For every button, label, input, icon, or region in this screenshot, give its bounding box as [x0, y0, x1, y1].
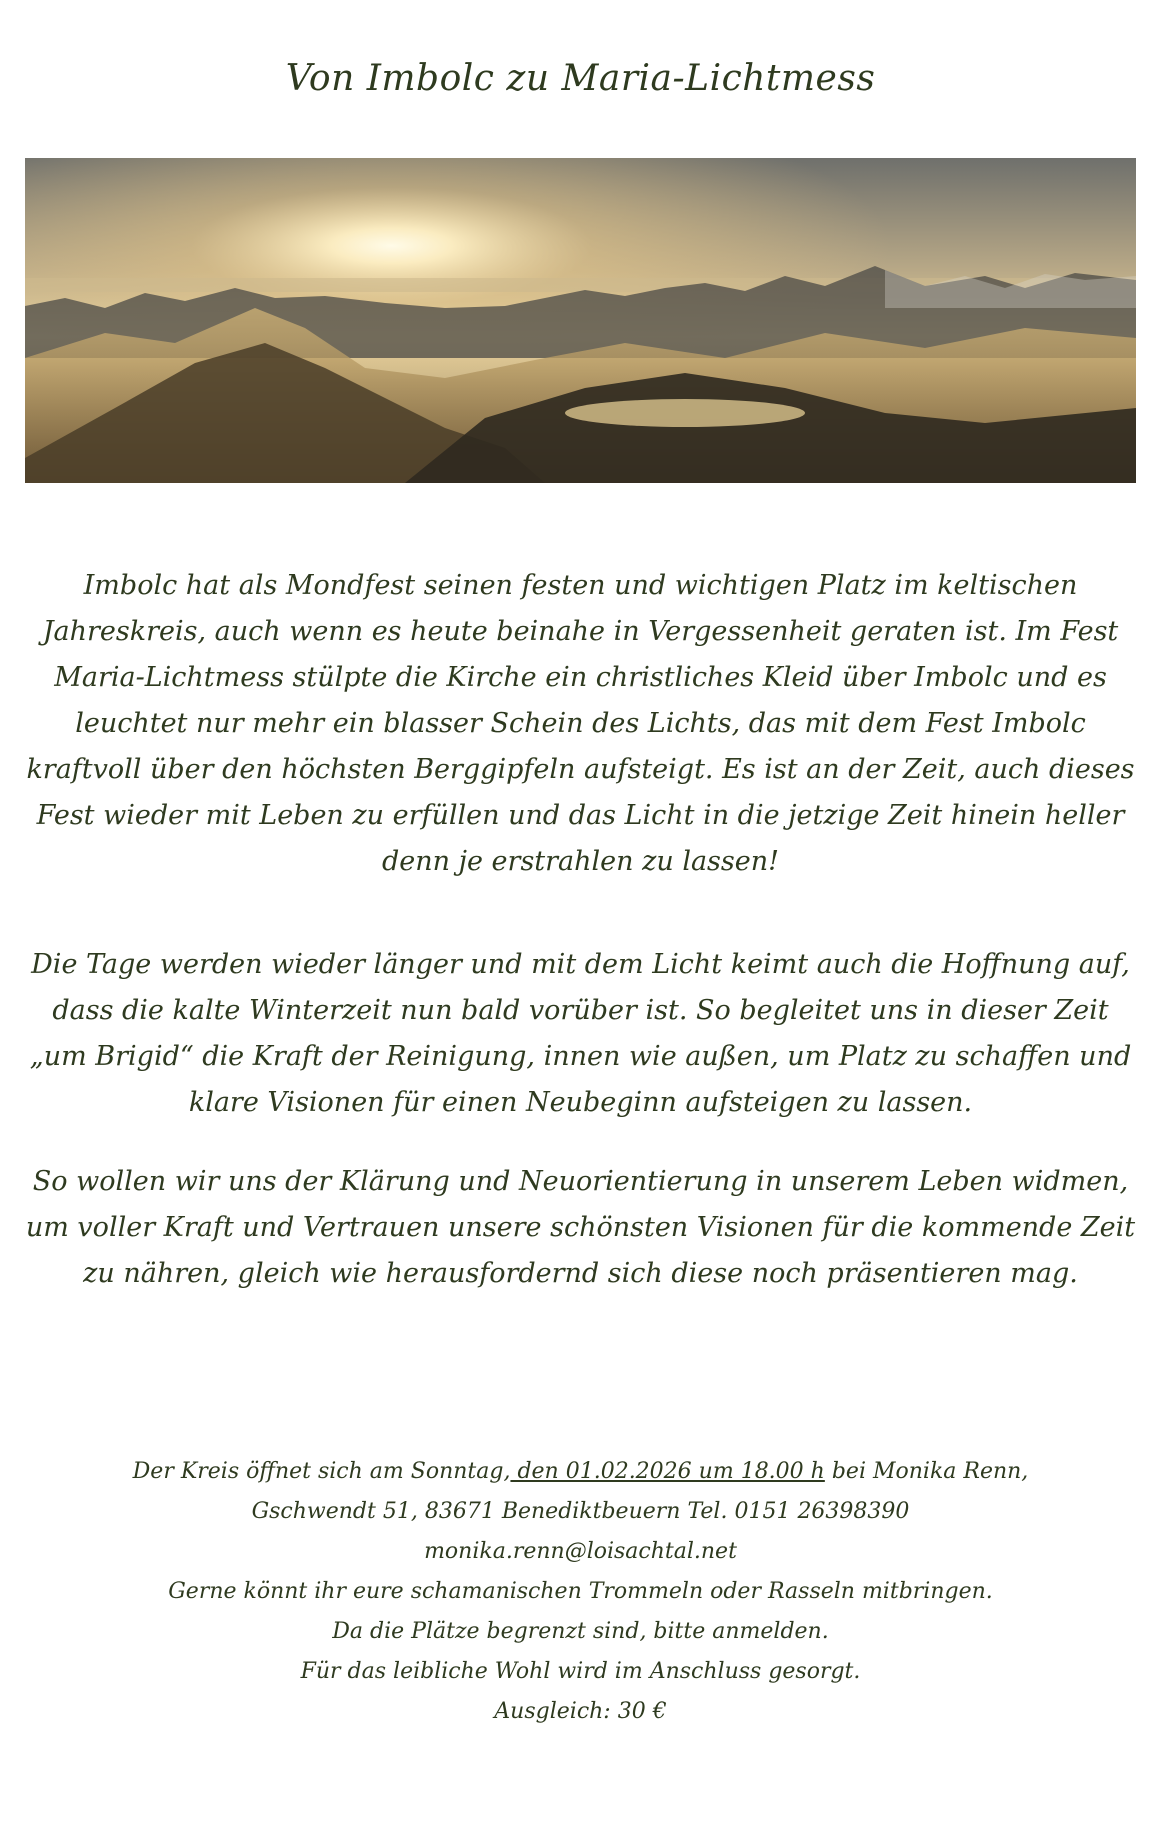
event-fee: Ausgleich: 30 € [494, 1699, 667, 1724]
sunrise-mountains-illustration [25, 158, 1136, 483]
event-registration-note: Da die Plätze begrenzt sind, bitte anmelden. [332, 1619, 829, 1644]
visions-paragraph: So wollen wir uns der Klärung und Neuorientierung in unserem Leben widmen, um voller Kraft und Vertrauen unsere schönsten Visionen für die kommende Zeit zu nähren, gleich wie herausfordernd sich diese noch präsentieren mag. [25, 1166, 1136, 1289]
hero-image-sunrise-mountains [25, 158, 1136, 483]
event-info [0, 1452, 1161, 1732]
event-email: monika.renn@loisachtal.net [424, 1539, 737, 1564]
event-address: Gschwendt 51, 83671 Benediktbeuern Tel. 0151 26398390 [251, 1499, 910, 1524]
event-food-note: Für das leibliche Wohl wird im Anschluss gesorgt. [300, 1659, 861, 1684]
event-date-line [0, 1452, 1161, 1492]
event-date: den 01.02.2026 um 18.00 h [510, 1459, 825, 1484]
event-host: bei Monika Renn, [824, 1459, 1029, 1484]
page-title: Von Imbolc zu Maria-Lichtmess [285, 58, 876, 99]
intro-paragraph: Imbolc hat als Mondfest seinen festen und wichtigen Platz im keltischen Jahreskreis, auch wenn es heute beinahe in Vergessenheit geraten ist. Im Fest Maria-Lichtmess stülpte die Kirche ein christliches Kleid über Imbolc und es leuchtet nur mehr ein blasser Schein des Lichts, das mit dem Fest Imbolc kraftvoll über den höchsten Berggipfeln aufsteigt. Es ist an der Zeit, auch dieses Fest wieder mit Leben zu erfüllen und das Licht in die jetzige Zeit hinein heller denn je erstrahlen zu lassen! [26, 570, 1135, 877]
brigid-paragraph: Die Tage werden wieder länger und mit dem Licht keimt auch die Hoffnung auf, dass die kalte Winterzeit nun bald vorüber ist. So begleitet uns in dieser Zeit „um Brigid“ die Kraft der Reinigung, innen wie außen, um Platz zu schaffen und klare Visionen für einen Neubeginn aufsteigen zu lassen. [29, 949, 1132, 1118]
event-date-prefix: Der Kreis öffnet sich am Sonntag, [132, 1459, 511, 1484]
event-drums-note: Gerne könnt ihr eure schamanischen Trommeln oder Rasseln mitbringen. [168, 1579, 993, 1604]
